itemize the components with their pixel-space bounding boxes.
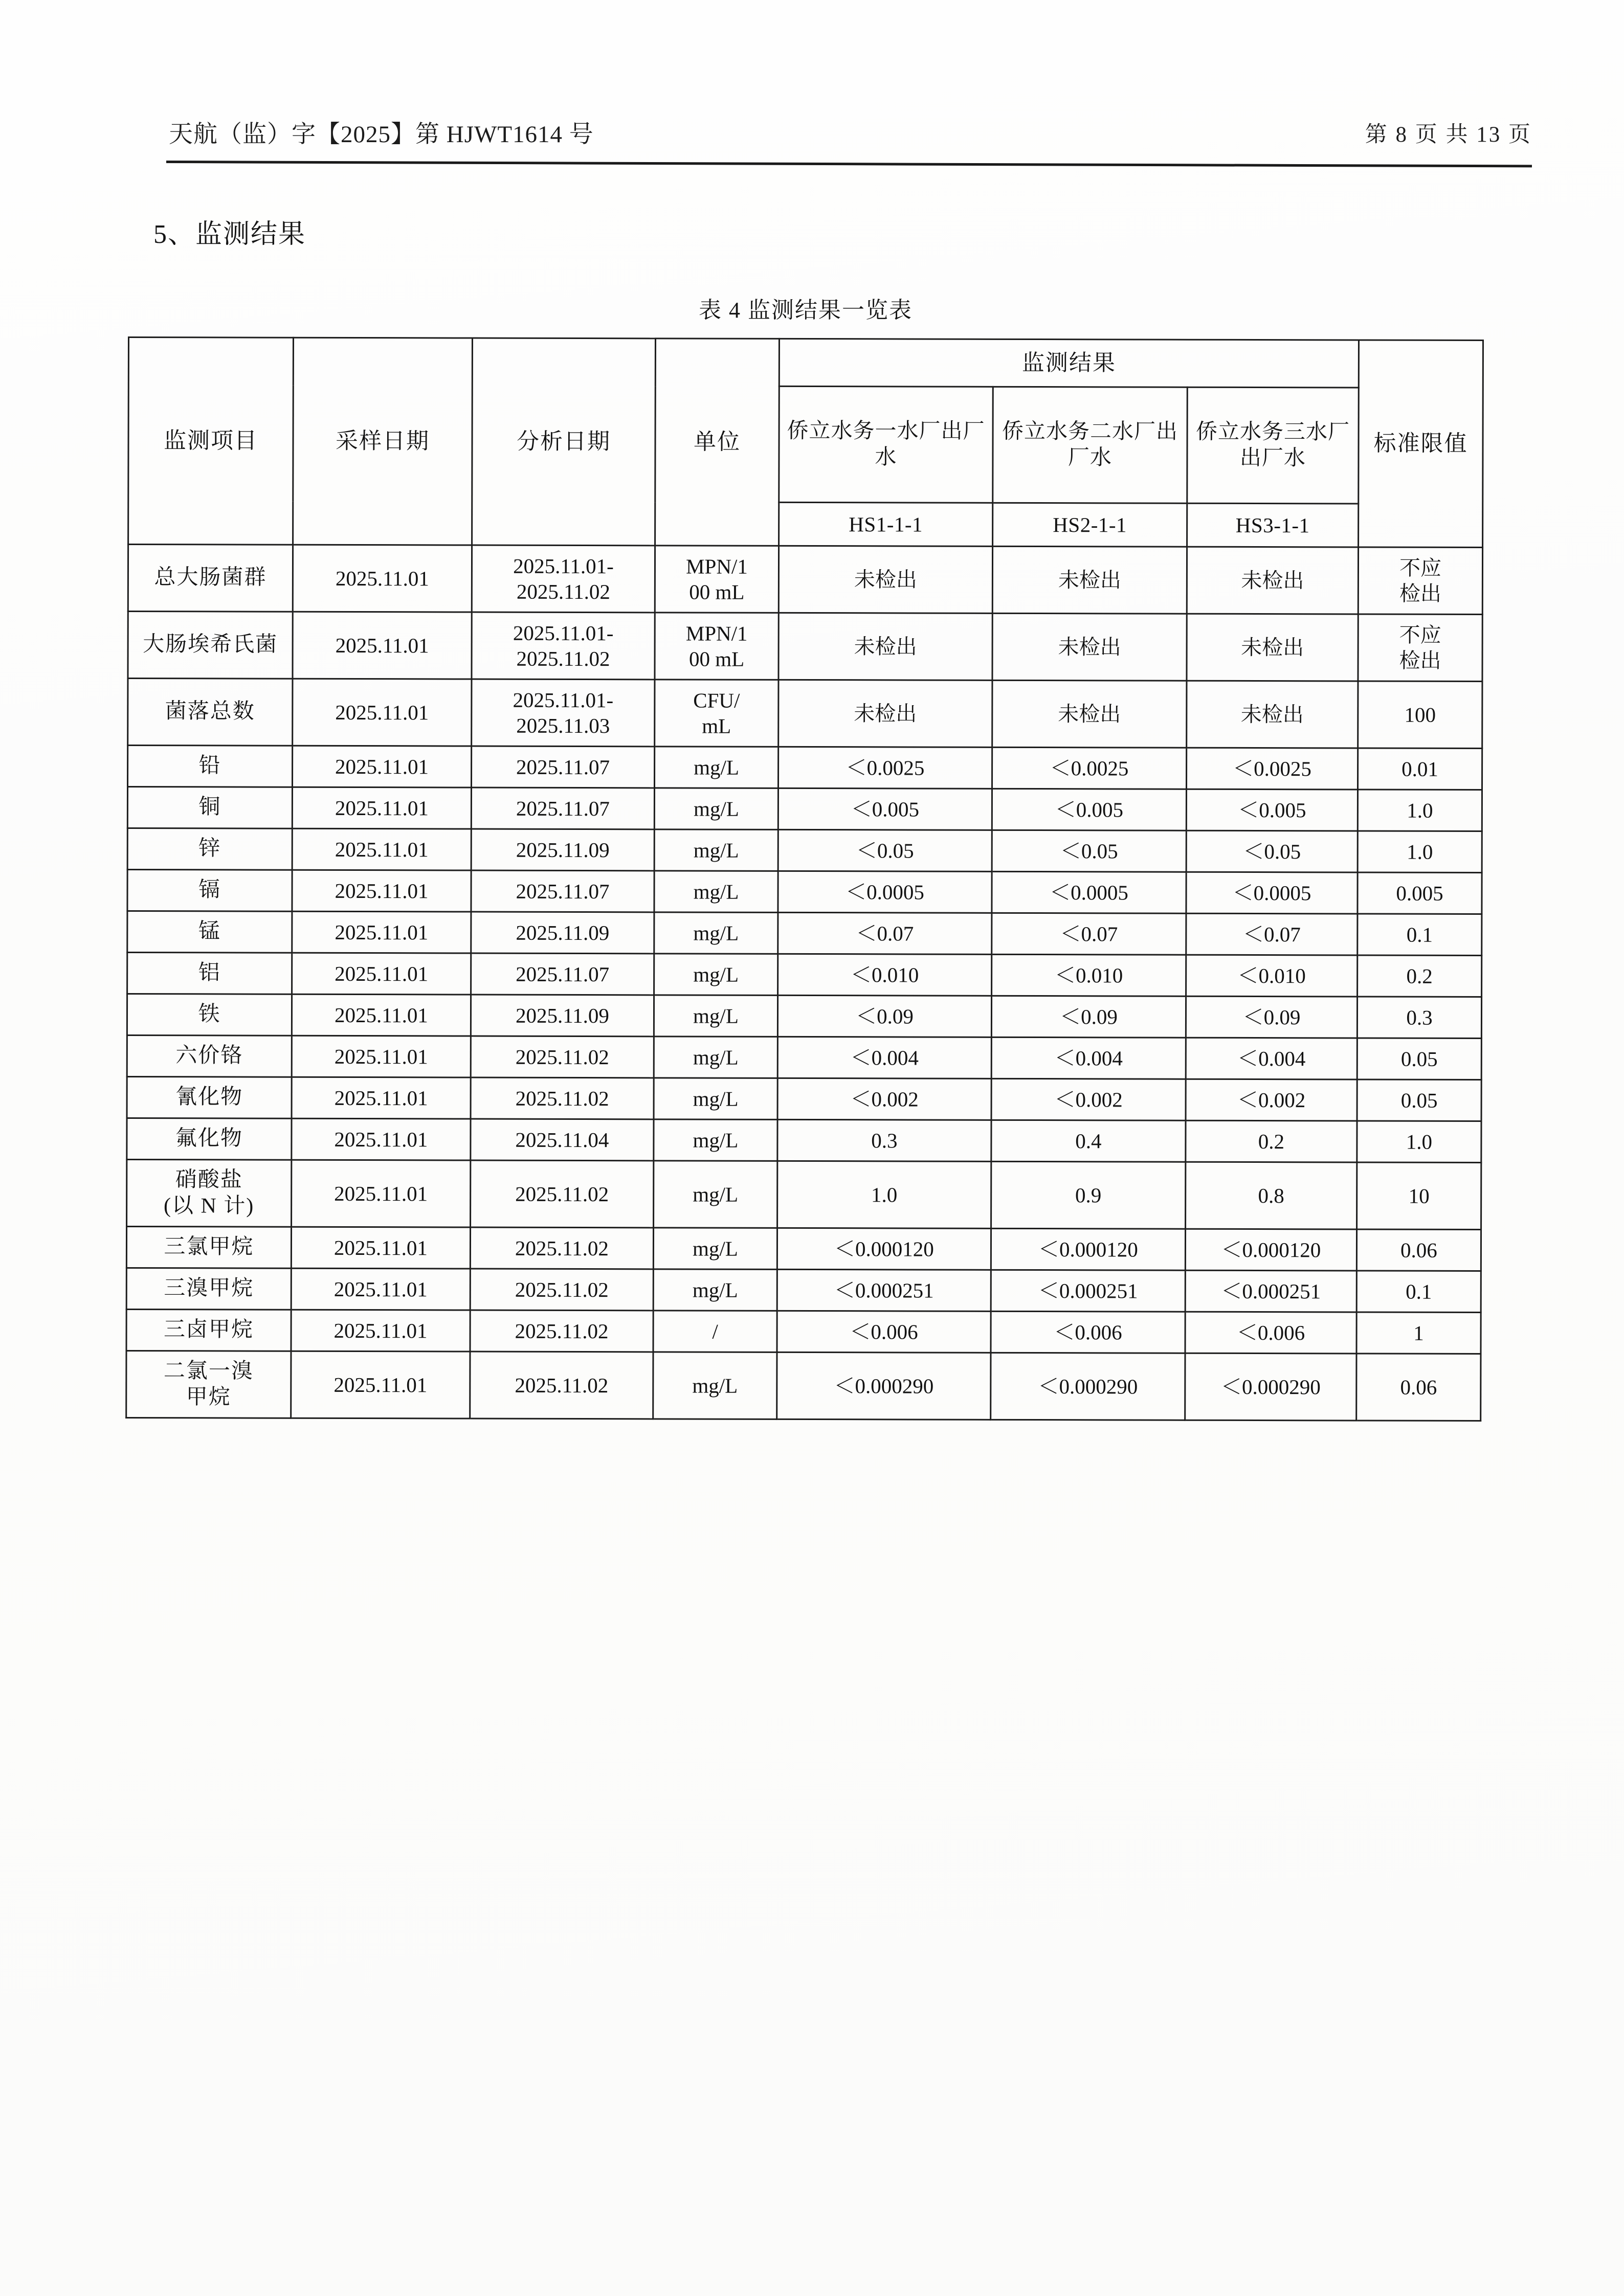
table-row xyxy=(127,870,1482,914)
cell-limit: 不应 检出 xyxy=(1358,614,1482,682)
table-row xyxy=(127,1118,1481,1162)
cell-sample-date: 2025.11.01 xyxy=(291,1227,470,1269)
cell-unit: mg/L xyxy=(654,1119,777,1161)
table-row xyxy=(126,1226,1481,1271)
cell-sample-date: 2025.11.01 xyxy=(292,1118,471,1160)
cell-limit: 0.1 xyxy=(1356,1271,1481,1313)
table-caption: 表 4 监测结果一览表 xyxy=(699,298,913,323)
cell-result-site3: ＜0.000120 xyxy=(1185,1229,1356,1271)
col-header-code-1: HS1-1-1 xyxy=(779,502,993,546)
table-row xyxy=(127,787,1482,831)
cell-unit: mg/L xyxy=(654,954,778,996)
cell-result-site3: ＜0.07 xyxy=(1186,913,1358,955)
cell-result-site1: 1.0 xyxy=(777,1161,991,1228)
cell-analysis-date: 2025.11.04 xyxy=(471,1119,654,1161)
cell-result-site2: 未检出 xyxy=(992,680,1187,748)
cell-unit: CFU/ mL xyxy=(655,680,778,747)
cell-result-site3: ＜0.000251 xyxy=(1185,1270,1356,1312)
cell-unit: MPN/1 00 mL xyxy=(655,613,778,680)
cell-result-site1: ＜0.010 xyxy=(778,954,992,996)
cell-result-site3: 0.8 xyxy=(1186,1162,1357,1229)
cell-sample-date: 2025.11.01 xyxy=(292,787,471,829)
cell-limit: 0.05 xyxy=(1357,1038,1481,1080)
cell-result-site1: ＜0.07 xyxy=(778,912,992,954)
cell-unit: mg/L xyxy=(654,995,777,1037)
cell-sample-date: 2025.11.01 xyxy=(291,1351,470,1419)
cell-result-site1: 0.3 xyxy=(777,1119,991,1161)
cell-result-site2: ＜0.000251 xyxy=(991,1270,1185,1312)
cell-item: 三氯甲烷 xyxy=(126,1226,291,1268)
cell-analysis-date: 2025.11.09 xyxy=(471,829,654,871)
cell-result-site2: ＜0.000120 xyxy=(991,1228,1185,1270)
cell-result-site3: ＜0.006 xyxy=(1185,1312,1356,1354)
cell-limit: 1.0 xyxy=(1357,1121,1481,1163)
cell-unit: mg/L xyxy=(654,1161,777,1228)
cell-item: 铜 xyxy=(127,787,292,829)
cell-item: 铝 xyxy=(127,953,292,995)
cell-limit: 1.0 xyxy=(1358,790,1482,831)
col-header-site-2: 侨立水务二水厂出厂水 xyxy=(993,387,1188,503)
table-row xyxy=(127,994,1481,1039)
page-number: 第 8 页 共 13 页 xyxy=(1365,123,1532,147)
cell-analysis-date: 2025.11.07 xyxy=(472,746,655,788)
cell-limit: 10 xyxy=(1357,1162,1481,1230)
table-row xyxy=(127,911,1482,956)
cell-item: 菌落总数 xyxy=(128,679,293,746)
cell-limit: 0.2 xyxy=(1358,955,1482,997)
col-header-analysis-date: 分析日期 xyxy=(472,338,656,546)
cell-unit: mg/L xyxy=(653,1269,777,1311)
table-row xyxy=(127,1035,1481,1079)
cell-item: 三卤甲烷 xyxy=(126,1309,291,1351)
cell-result-site2: 0.9 xyxy=(991,1161,1186,1229)
cell-analysis-date: 2025.11.02 xyxy=(470,1227,653,1269)
cell-item: 镉 xyxy=(127,870,292,912)
cell-limit: 0.3 xyxy=(1357,997,1481,1039)
cell-analysis-date: 2025.11.02 xyxy=(470,1310,653,1352)
cell-analysis-date: 2025.11.02 xyxy=(471,1160,654,1228)
cell-result-site3: 0.2 xyxy=(1186,1120,1357,1162)
col-header-code-2: HS2-1-1 xyxy=(993,503,1187,547)
cell-item: 铁 xyxy=(127,994,292,1036)
cell-analysis-date: 2025.11.02 xyxy=(471,1077,654,1119)
cell-sample-date: 2025.11.01 xyxy=(292,911,471,953)
cell-result-site2: 未检出 xyxy=(992,613,1187,681)
cell-analysis-date: 2025.11.09 xyxy=(471,912,654,954)
cell-result-site3: ＜0.000290 xyxy=(1185,1353,1356,1421)
cell-result-site1: ＜0.0025 xyxy=(778,747,992,789)
cell-result-site1: ＜0.09 xyxy=(777,995,991,1037)
cell-analysis-date: 2025.11.01- 2025.11.03 xyxy=(472,679,655,747)
cell-analysis-date: 2025.11.02 xyxy=(471,1036,654,1078)
cell-unit: mg/L xyxy=(654,912,778,954)
cell-limit: 0.1 xyxy=(1358,914,1482,956)
cell-limit: 1 xyxy=(1356,1312,1481,1354)
table-row xyxy=(127,828,1482,873)
cell-item: 氟化物 xyxy=(127,1118,292,1160)
cell-limit: 100 xyxy=(1358,681,1482,749)
cell-result-site1: ＜0.05 xyxy=(778,829,992,871)
table-row xyxy=(127,1159,1481,1229)
cell-sample-date: 2025.11.01 xyxy=(292,953,471,995)
cell-analysis-date: 2025.11.01- 2025.11.02 xyxy=(472,545,655,613)
cell-item: 六价铬 xyxy=(127,1035,292,1077)
table-row xyxy=(128,679,1482,749)
cell-unit: mg/L xyxy=(653,1352,777,1420)
table-row xyxy=(127,1076,1481,1121)
cell-sample-date: 2025.11.01 xyxy=(293,545,472,612)
cell-item: 锰 xyxy=(127,911,292,953)
cell-result-site1: ＜0.006 xyxy=(777,1311,991,1353)
cell-unit: mg/L xyxy=(654,1037,777,1078)
report-number: 天航（监）字【2025】第 HJWT1614 号 xyxy=(169,121,594,148)
cell-result-site2: ＜0.0025 xyxy=(992,747,1186,789)
cell-limit: 0.06 xyxy=(1356,1354,1481,1421)
cell-result-site3: ＜0.05 xyxy=(1186,830,1358,872)
cell-item: 三溴甲烷 xyxy=(126,1268,291,1310)
cell-limit: 0.005 xyxy=(1358,872,1482,914)
table-body xyxy=(126,545,1483,1421)
cell-analysis-date: 2025.11.02 xyxy=(470,1269,653,1311)
table-row xyxy=(126,1309,1481,1354)
cell-item: 锌 xyxy=(127,828,292,870)
cell-sample-date: 2025.11.01 xyxy=(293,679,472,746)
col-header-site-3: 侨立水务三水厂出厂水 xyxy=(1187,387,1359,504)
cell-result-site1: ＜0.002 xyxy=(777,1078,991,1120)
cell-result-site3: ＜0.09 xyxy=(1186,996,1357,1038)
cell-analysis-date: 2025.11.07 xyxy=(471,953,654,995)
col-header-code-3: HS3-1-1 xyxy=(1187,503,1359,547)
cell-sample-date: 2025.11.01 xyxy=(291,1310,470,1352)
cell-result-site3: 未检出 xyxy=(1187,547,1358,614)
cell-sample-date: 2025.11.01 xyxy=(293,746,472,787)
cell-item: 总大肠菌群 xyxy=(128,545,293,612)
cell-limit: 1.0 xyxy=(1358,831,1482,873)
table-row xyxy=(128,545,1482,615)
cell-analysis-date: 2025.11.07 xyxy=(471,787,654,829)
cell-unit: mg/L xyxy=(654,829,778,871)
table-row xyxy=(126,1350,1481,1421)
cell-result-site3: ＜0.002 xyxy=(1186,1079,1357,1121)
cell-result-site3: ＜0.0005 xyxy=(1186,872,1358,914)
cell-result-site2: 未检出 xyxy=(992,546,1187,614)
table-row xyxy=(126,1268,1481,1312)
cell-result-site2: ＜0.0005 xyxy=(992,871,1186,913)
cell-limit: 0.06 xyxy=(1356,1229,1481,1271)
col-header-unit: 单位 xyxy=(655,339,780,546)
table-head xyxy=(128,337,1483,548)
cell-unit: mg/L xyxy=(654,1078,777,1120)
cell-item: 氰化物 xyxy=(127,1076,292,1118)
running-header xyxy=(169,115,1532,166)
cell-item: 大肠埃希氏菌 xyxy=(128,612,293,679)
cell-item: 二氯一溴 甲烷 xyxy=(126,1350,291,1418)
cell-result-site1: 未检出 xyxy=(778,680,992,747)
cell-result-site1: ＜0.000251 xyxy=(777,1269,991,1311)
col-header-limit: 标准限值 xyxy=(1359,340,1483,548)
cell-analysis-date: 2025.11.02 xyxy=(470,1352,653,1419)
cell-sample-date: 2025.11.01 xyxy=(293,612,472,679)
col-header-item: 监测项目 xyxy=(128,337,294,545)
cell-unit: mg/L xyxy=(654,747,778,789)
cell-result-site3: ＜0.010 xyxy=(1186,955,1358,997)
section-heading: 5、监测结果 xyxy=(153,220,306,249)
cell-sample-date: 2025.11.01 xyxy=(291,1268,470,1310)
cell-unit: mg/L xyxy=(654,788,778,830)
cell-result-site2: ＜0.000290 xyxy=(991,1353,1185,1420)
cell-result-site2: 0.4 xyxy=(991,1120,1186,1162)
cell-limit: 0.01 xyxy=(1358,748,1482,790)
cell-sample-date: 2025.11.01 xyxy=(292,828,471,870)
cell-result-site3: ＜0.005 xyxy=(1186,789,1358,831)
table-row xyxy=(128,746,1482,790)
cell-result-site1: ＜0.000120 xyxy=(777,1228,991,1270)
results-table-container xyxy=(128,336,1482,1419)
table-row xyxy=(127,953,1482,997)
cell-unit: MPN/1 00 mL xyxy=(655,546,778,613)
cell-unit: / xyxy=(653,1311,777,1353)
cell-sample-date: 2025.11.01 xyxy=(292,1036,471,1077)
cell-unit: mg/L xyxy=(654,871,778,913)
cell-limit: 0.05 xyxy=(1357,1079,1481,1121)
cell-result-site3: 未检出 xyxy=(1187,614,1358,681)
monitoring-results-table xyxy=(125,336,1484,1422)
cell-analysis-date: 2025.11.09 xyxy=(471,995,654,1037)
cell-result-site3: ＜0.004 xyxy=(1186,1038,1357,1079)
cell-result-site2: ＜0.006 xyxy=(991,1311,1185,1353)
cell-result-site1: ＜0.000290 xyxy=(777,1352,991,1420)
cell-item: 铅 xyxy=(128,746,293,787)
cell-sample-date: 2025.11.01 xyxy=(292,1160,471,1227)
cell-sample-date: 2025.11.01 xyxy=(292,994,471,1036)
col-header-site-1: 侨立水务一水厂出厂水 xyxy=(779,386,993,503)
cell-result-site2: ＜0.004 xyxy=(991,1037,1186,1079)
col-header-sample-date: 采样日期 xyxy=(293,337,473,545)
cell-result-site2: ＜0.002 xyxy=(991,1078,1186,1120)
cell-result-site1: ＜0.0005 xyxy=(778,871,992,913)
cell-analysis-date: 2025.11.01- 2025.11.02 xyxy=(472,612,655,680)
cell-result-site1: 未检出 xyxy=(778,546,992,613)
cell-result-site2: ＜0.010 xyxy=(992,954,1186,996)
cell-result-site2: ＜0.05 xyxy=(992,830,1186,872)
cell-result-site2: ＜0.09 xyxy=(991,996,1186,1038)
cell-unit: mg/L xyxy=(653,1228,777,1270)
col-header-results-group: 监测结果 xyxy=(779,339,1359,388)
cell-result-site1: ＜0.005 xyxy=(778,788,992,830)
cell-result-site3: ＜0.0025 xyxy=(1186,748,1358,790)
cell-analysis-date: 2025.11.07 xyxy=(471,870,654,912)
cell-result-site2: ＜0.07 xyxy=(992,913,1186,955)
cell-sample-date: 2025.11.01 xyxy=(292,870,471,912)
cell-limit: 不应 检出 xyxy=(1358,547,1482,615)
cell-sample-date: 2025.11.01 xyxy=(292,1077,471,1119)
cell-result-site1: 未检出 xyxy=(778,613,992,680)
cell-result-site3: 未检出 xyxy=(1187,681,1358,748)
table-row xyxy=(128,612,1482,682)
header-row-group xyxy=(128,337,1483,388)
cell-result-site1: ＜0.004 xyxy=(777,1037,991,1078)
cell-result-site2: ＜0.005 xyxy=(992,789,1186,830)
cell-item: 硝酸盐 (以 N 计) xyxy=(127,1159,292,1227)
